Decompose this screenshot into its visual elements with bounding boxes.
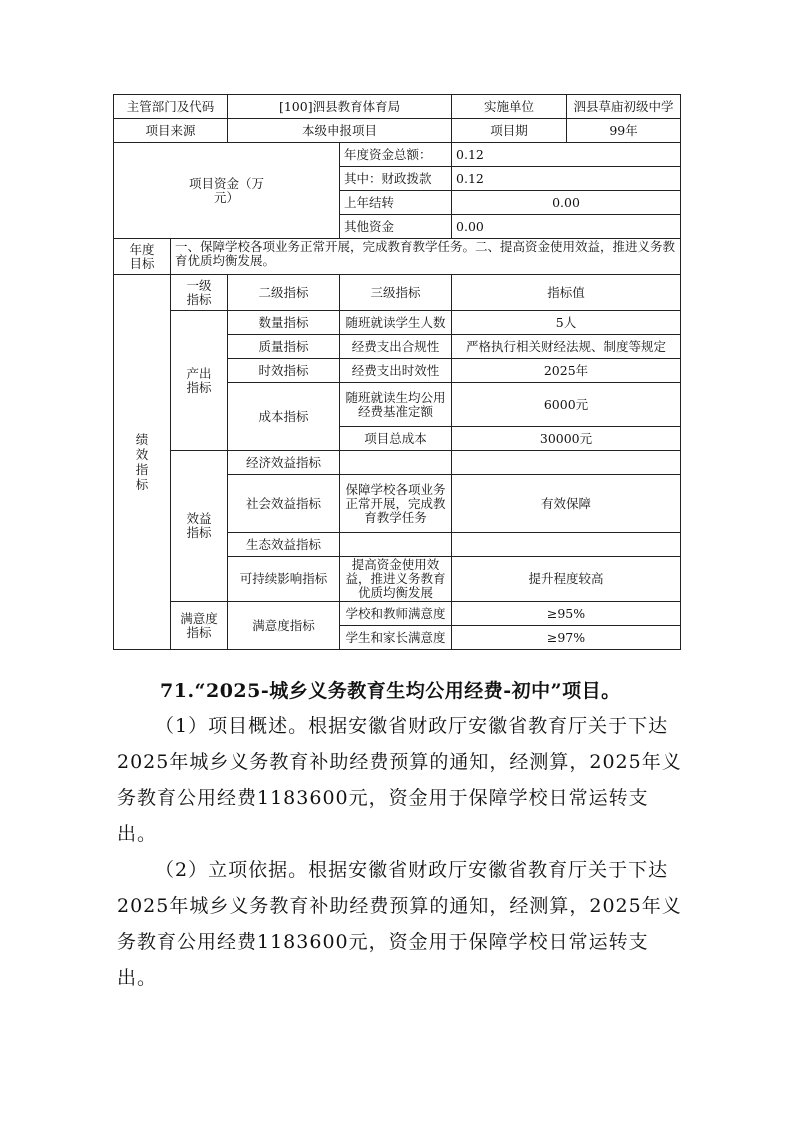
header-level1: 一级指标 xyxy=(171,275,228,311)
satisfaction-l2: 满意度指标 xyxy=(228,602,340,650)
satisfaction-label: 满意度指标 xyxy=(171,602,228,650)
period-label: 项目期 xyxy=(452,119,567,143)
output-l3: 随班就读学生人数 xyxy=(340,311,452,335)
funds-total-value: 0.12 xyxy=(452,143,681,167)
section-heading: 71.“2025-城乡义务教育生均公用经费-初中”项目。 xyxy=(160,680,621,702)
funds-other-value: 0.00 xyxy=(452,215,681,239)
output-l3: 随班就读生均公用经费基准定额 xyxy=(340,383,452,427)
satisfaction-value: ≥95% xyxy=(452,602,681,626)
output-label: 产出指标 xyxy=(171,311,228,451)
performance-label: 绩效指标 xyxy=(114,275,171,650)
basis-text: （2）立项依据。根据安徽省财政厅安徽省教育厅关于下达2025年城乡义务教育补助经费预算的通知，经测算，2025年义务教育公用经费1183600元，资金用于保障学校日常运转支出。 xyxy=(117,859,682,989)
benefit-value xyxy=(452,533,681,557)
overview-text: （1）项目概述。根据安徽省财政厅安徽省教育厅关于下达2025年城乡义务教育补助经费预算的通知，经测算，2025年义务教育公用经费1183600元，资金用于保障学校日常运转支出。 xyxy=(117,715,682,845)
satisfaction-value: ≥97% xyxy=(452,626,681,650)
goal-text: 一、保障学校各项业务正常开展，完成教育教学任务。二、提高资金使用效益，推进义务教育优质均衡发展。 xyxy=(171,239,681,275)
output-l3: 经费支出合规性 xyxy=(340,335,452,359)
basis-paragraph xyxy=(117,852,687,996)
output-l3: 经费支出时效性 xyxy=(340,359,452,383)
output-value: 2025年 xyxy=(452,359,681,383)
output-value: 严格执行相关财经法规、制度等规定 xyxy=(452,335,681,359)
funds-label: 项目资金（万元） xyxy=(114,143,340,239)
satisfaction-l3: 学生和家长满意度 xyxy=(340,626,452,650)
output-l2: 质量指标 xyxy=(228,335,340,359)
benefit-l3: 保障学校各项业务正常开展，完成教育教学任务 xyxy=(340,475,452,533)
benefit-l2: 可持续影响指标 xyxy=(228,557,340,602)
benefit-l2: 经济效益指标 xyxy=(228,451,340,475)
supervisor-label: 主管部门及代码 xyxy=(114,95,228,119)
output-l3: 项目总成本 xyxy=(340,427,452,451)
source-value: 本级申报项目 xyxy=(228,119,452,143)
benefit-l2: 生态效益指标 xyxy=(228,533,340,557)
header-level2: 二级指标 xyxy=(228,275,340,311)
source-label: 项目来源 xyxy=(114,119,228,143)
header-level3: 三级指标 xyxy=(340,275,452,311)
header-value: 指标值 xyxy=(452,275,681,311)
benefit-l3 xyxy=(340,533,452,557)
benefit-label: 效益指标 xyxy=(171,451,228,602)
output-value: 30000元 xyxy=(452,427,681,451)
output-value: 5人 xyxy=(452,311,681,335)
funds-other-label: 其他资金 xyxy=(340,215,452,239)
implementer-value: 泗县草庙初级中学 xyxy=(567,95,681,119)
goal-label: 年度目标 xyxy=(114,239,171,275)
benefit-value xyxy=(452,451,681,475)
overview-paragraph xyxy=(117,708,687,852)
output-l2: 时效指标 xyxy=(228,359,340,383)
output-value: 6000元 xyxy=(452,383,681,427)
benefit-l3 xyxy=(340,451,452,475)
funds-carryover-value: 0.00 xyxy=(452,191,681,215)
output-l2: 成本指标 xyxy=(228,383,340,451)
funds-total-label: 年度资金总额： xyxy=(340,143,452,167)
benefit-l2: 社会效益指标 xyxy=(228,475,340,533)
benefit-value: 提升程度较高 xyxy=(452,557,681,602)
output-l2: 数量指标 xyxy=(228,311,340,335)
funds-fiscal-label: 其中：财政拨款 xyxy=(340,167,452,191)
funds-carryover-label: 上年结转 xyxy=(340,191,452,215)
period-value: 99年 xyxy=(567,119,681,143)
performance-target-table xyxy=(113,94,681,650)
funds-fiscal-value: 0.12 xyxy=(452,167,681,191)
benefit-value: 有效保障 xyxy=(452,475,681,533)
implementer-label: 实施单位 xyxy=(452,95,567,119)
benefit-l3: 提高资金使用效益，推进义务教育优质均衡发展 xyxy=(340,557,452,602)
supervisor-value: [100]泗县教育体育局 xyxy=(228,95,452,119)
satisfaction-l3: 学校和教师满意度 xyxy=(340,602,452,626)
